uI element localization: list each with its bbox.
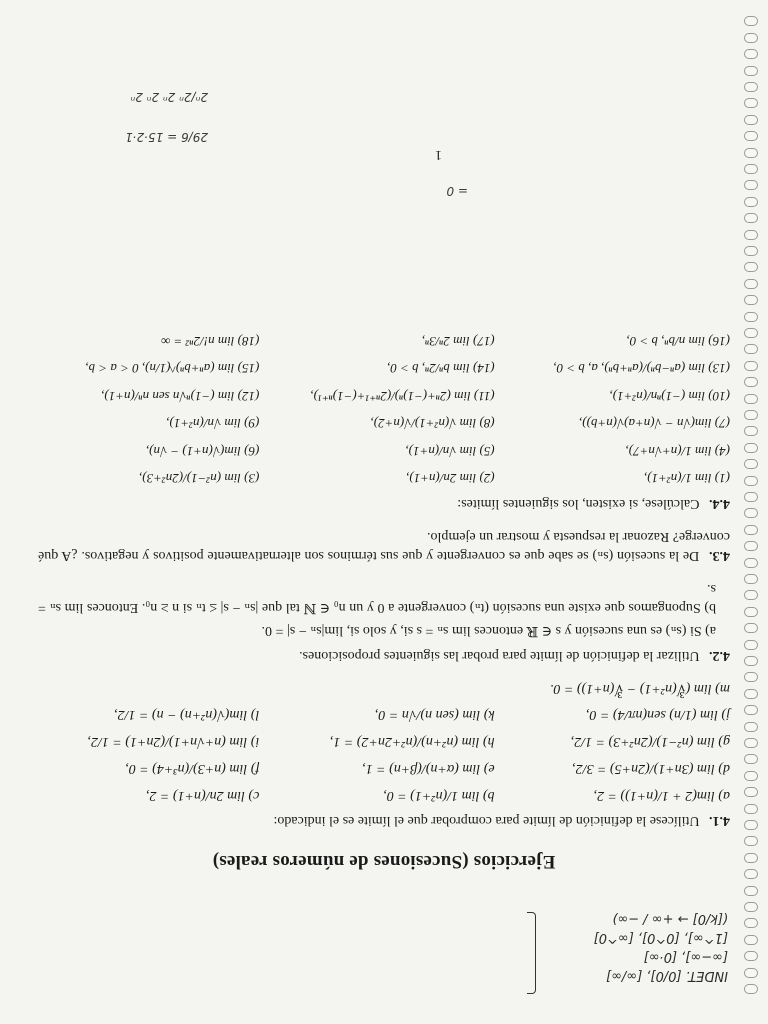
binder-hole — [744, 213, 758, 223]
binder-hole — [744, 508, 758, 518]
binder-hole — [744, 82, 758, 92]
limit-item: l) lim(√(n²+n) − n) = 1/2, — [114, 707, 260, 723]
binder-hole — [744, 705, 758, 715]
binder-hole — [744, 886, 758, 896]
binder-hole — [744, 984, 758, 994]
limit-item: (2) lim 2n/(n+1), — [406, 471, 495, 487]
limit-item: (3) lim (n²−1)/(2n²+3), — [139, 471, 260, 487]
limit-item: (7) lim(√n − √(n+a)√(n+b)), — [579, 416, 730, 432]
limit-item: (6) lim(√(n+1) − √n), — [145, 443, 260, 459]
binder-hole — [744, 98, 758, 108]
limit-item: b) lim 1/(n²+1) = 0, — [383, 788, 495, 804]
binder-hole — [744, 180, 758, 190]
binder-hole — [744, 869, 758, 879]
binder-hole — [744, 607, 758, 617]
binder-hole — [744, 590, 758, 600]
limit-item: h) lim (n²+n)/(n²+2n+2) = 1, — [329, 734, 495, 750]
binder-hole — [744, 16, 758, 26]
binder-hole — [744, 148, 758, 158]
binder-hole — [744, 951, 758, 961]
limit-item: a) lim(2 + 1/(n+1)) = 2, — [593, 788, 730, 804]
binder-hole — [744, 640, 758, 650]
limit-item: d) lim (3n+1)/(2n+5) = 3/2, — [572, 761, 730, 777]
binder-hole — [744, 344, 758, 354]
exercise-number: 4.2. — [709, 647, 730, 663]
limit-item: k) lim (sen n)/√n = 0, — [374, 707, 495, 723]
binder-hole — [744, 689, 758, 699]
limit-item: (13) lim (aⁿ−bⁿ)/(aⁿ+bⁿ), a, b > 0, — [553, 361, 730, 377]
exercise-4-1 — [38, 678, 730, 829]
limits-grid — [38, 678, 730, 804]
limit-item: (10) lim (−1)ⁿn/(n²+1), — [609, 388, 730, 404]
binder-hole — [744, 131, 758, 141]
limit-item: m) lim (∛(n²+1) − ∛(n+1)) = 0. — [550, 680, 730, 696]
handwritten-scribble: 29/6 = 15·2·1 — [125, 130, 208, 144]
exercise-number: 4.4. — [709, 496, 730, 512]
binder-hole — [744, 328, 758, 338]
limit-item: (8) lim √(n²+1)/√(n+2), — [370, 416, 495, 432]
limit-item: (11) lim (2ⁿ+(−1)ⁿ)/(2ⁿ⁺¹+(−1)ⁿ⁺¹), — [310, 388, 495, 404]
binder-hole — [744, 377, 758, 387]
handwritten-scribble: 2ⁿ/2ⁿ 2ⁿ 2ⁿ 2ⁿ — [130, 90, 208, 104]
binder-hole — [744, 295, 758, 305]
binder-hole — [744, 279, 758, 289]
exercise-4-4 — [38, 332, 730, 512]
exercise-statement: Utilizar la definición de límite para probar las siguientes proposiciones. — [299, 647, 700, 663]
binder-hole — [744, 115, 758, 125]
exercise-statement: De la sucesión (sₙ) se sabe que es convergente y que sus términos son alternativamente positivos y negativos. ¿A qué converge? Razonar la respuesta y mostrar un ejemplo. — [38, 529, 730, 564]
handwritten-scribble: = 0 — [446, 184, 468, 198]
exercise-statement: Utilícese la definición de límite para comprobar que el límite es el indicado: — [273, 813, 700, 828]
binder-hole — [744, 361, 758, 371]
binder-hole — [744, 672, 758, 682]
binder-hole — [744, 902, 758, 912]
binder-hole — [744, 574, 758, 584]
limit-item: (15) lim (aⁿ+bⁿ)^(1/n), 0 < a < b, — [85, 361, 260, 377]
binder-hole — [744, 935, 758, 945]
binder-hole — [744, 787, 758, 797]
margin-note-line: [∞−∞], [0·∞] — [643, 949, 728, 965]
limit-item: j) lim (1/n) sen(nπ/4) = 0, — [586, 707, 730, 723]
binder-hole — [744, 492, 758, 502]
limit-item: c) lim 2n/(n+1) = 2, — [145, 788, 260, 804]
binder-hole — [744, 820, 758, 830]
binder-hole — [744, 312, 758, 322]
limit-item: g) lim (n²−1)/(2n²+3) = 1/2, — [570, 734, 730, 750]
binder-hole — [744, 164, 758, 174]
binder-hole — [744, 197, 758, 207]
binder-hole — [744, 771, 758, 781]
binder-hole — [744, 558, 758, 568]
binder-hole — [744, 246, 758, 256]
binder-hole — [744, 722, 758, 732]
binder-hole — [744, 656, 758, 666]
binder-hole — [744, 49, 758, 59]
exercise-part-b: b) Supongamos que existe una sucesión (tₙ) convergente a 0 y un n₀ ∈ ℕ tal que |sₙ − s| ≤ tₙ si n ≥ n₀. Entonces lim sₙ = s. — [38, 580, 716, 615]
binder-hole — [744, 459, 758, 469]
limit-item: (16) lim n/bⁿ, b > 0, — [626, 333, 730, 349]
binder-holes — [738, 4, 762, 994]
binder-hole — [744, 426, 758, 436]
binder-hole — [744, 918, 758, 928]
margin-note-line: INDET. [0/0], [∞/∞] — [606, 968, 728, 983]
limit-item: (4) lim 1/(n+√n+7), — [625, 443, 730, 459]
exercise-statement: Calcúlese, si existen, los siguientes límites: — [457, 496, 700, 512]
exercise-list — [38, 318, 730, 829]
binder-hole — [744, 541, 758, 551]
exercise-4-3 — [38, 526, 730, 564]
binder-hole — [744, 33, 758, 43]
page-number: 1 — [435, 147, 442, 162]
exercise-4-2 — [38, 578, 730, 664]
exercise-number: 4.3. — [709, 548, 730, 564]
exercise-number: 4.1. — [709, 813, 730, 828]
limit-item: (9) lim √n/(n²+1), — [166, 416, 260, 432]
limits-grid — [38, 332, 730, 487]
binder-hole — [744, 623, 758, 633]
exercise-part-a: a) Si (sₙ) es una sucesión y s ∈ ℝ entonces lim sₙ = s si, y solo si, lim|sₙ − s| = 0. — [261, 622, 716, 638]
binder-hole — [744, 738, 758, 748]
binder-hole — [744, 754, 758, 764]
limit-item: f) lim (n+3)/(n³+4) = 0, — [125, 761, 260, 777]
limit-item: (14) lim bⁿ/2ⁿ, b > 0, — [387, 361, 495, 377]
handwritten-margin-notes — [548, 909, 728, 984]
page-title: Ejercicios (Sucesiones de números reales) — [212, 851, 556, 872]
binder-hole — [744, 968, 758, 978]
limit-item: (18) lim n!/2ⁿ² = ∞ — [161, 333, 260, 349]
limit-item: (12) lim (−1)ⁿ√n sen nⁿ/(n+1), — [101, 388, 260, 404]
margin-note-line: [1^∞], [0^0], [∞^0] — [593, 930, 728, 946]
limit-item: (1) lim 1/(n²+1), — [644, 471, 730, 487]
binder-hole — [744, 804, 758, 814]
margin-note-line: ([k/0] → +∞ / −∞) — [612, 911, 728, 927]
binder-hole — [744, 410, 758, 420]
binder-hole — [744, 853, 758, 863]
binder-hole — [744, 230, 758, 240]
margin-bracket — [527, 912, 536, 994]
binder-hole — [744, 836, 758, 846]
binder-hole — [744, 262, 758, 272]
binder-hole — [744, 476, 758, 486]
binder-hole — [744, 66, 758, 76]
binder-hole — [744, 443, 758, 453]
limit-item: e) lim (α+n)/(β+n) = 1, — [362, 761, 495, 777]
binder-hole — [744, 525, 758, 535]
limit-item: (5) lim √n/(n+1), — [405, 443, 495, 459]
limit-item: (17) lim 2ⁿ/3ⁿ, — [421, 333, 495, 349]
limit-item: i) lim (n+√n+1)/(2n+1) = 1/2, — [87, 734, 260, 750]
binder-hole — [744, 394, 758, 404]
